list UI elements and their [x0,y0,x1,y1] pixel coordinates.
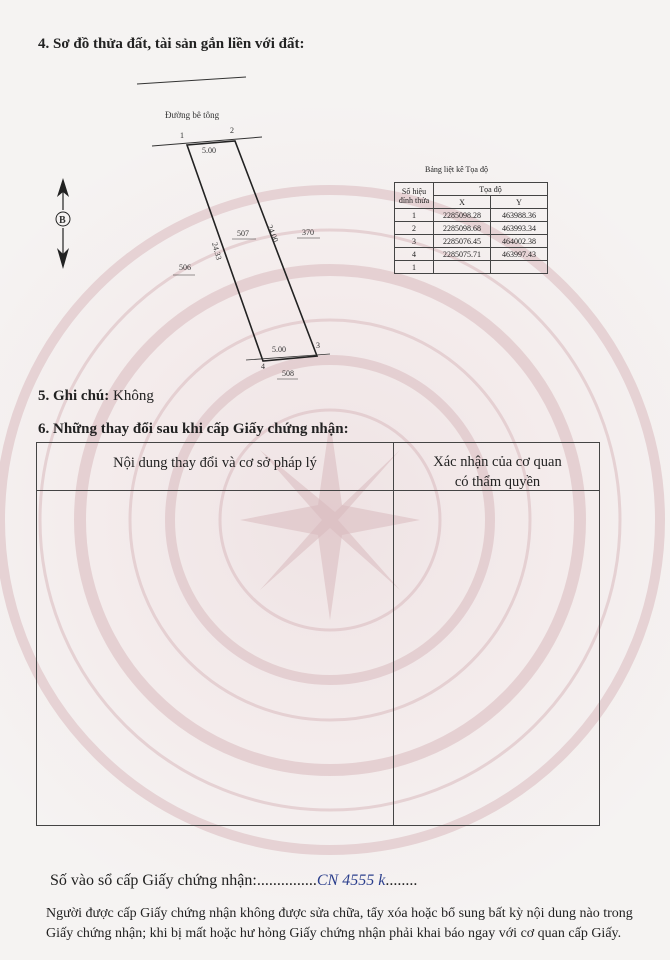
table-row: 2 2285098.68 463993.34 [395,222,548,235]
coord-table-caption: Bảng liệt kê Tọa độ [425,165,488,174]
edge-right-length: 24.00 [265,223,281,244]
table-row: 1 2285098.28 463988.36 [395,209,548,222]
road-edge [152,137,262,146]
changes-table [36,442,600,826]
north-label: B [59,215,66,226]
edge-left-length: 24.33 [210,241,224,261]
neighbor-508: 508 [282,369,294,378]
vertex-1-label: 1 [180,131,184,140]
col-coord-header: Tọa độ [434,183,548,196]
registration-number: CN 4555 k [316,872,386,889]
north-arrow-icon [56,178,70,269]
vertex-4-label: 4 [261,362,265,371]
road-label: Đường bê tông [165,110,220,120]
registration-label: Số vào sổ cấp Giấy chứng nhận: [50,872,257,889]
col-point-header: Số hiệu đỉnh thửa [395,183,434,209]
section-4-title: 4. Sơ đồ thửa đất, tài sản gắn liền với đất: [38,36,305,52]
changes-content-header: Nội dung thay đổi và cơ sở pháp lý [113,455,317,471]
section-5-note [38,388,154,405]
section-5-value: Không [113,388,154,404]
neighbor-506: 506 [179,263,191,272]
registration-number-line: Số vào sổ cấp Giấy chứng nhận:...............CN 4555 k........ [50,872,418,889]
neighbor-507: 507 [237,229,249,238]
edge-bottom-length: 5.00 [272,345,286,354]
table-row: 1 [395,261,548,274]
road-line [137,77,246,84]
coordinate-table [394,182,548,274]
table-row: 3 2285076.45 464002.38 [395,235,548,248]
parcel-sketch [0,0,670,420]
vertex-2-label: 2 [230,126,234,135]
vertex-3-label: 3 [316,341,320,350]
parcel-boundary [187,141,317,361]
neighbor-370: 370 [302,228,314,237]
authority-confirmation-header: Xác nhận của cơ quan có thẩm quyền [433,454,562,490]
legal-notice: Người được cấp Giấy chứng nhận không được sửa chữa, tẩy xóa hoặc bổ sung bất kỳ nội dung nào trong Giấy chứng nhận; khi bị mất hoặc hư hỏng Giấy chứng nhận phải khai báo ngay với cơ quan cấp Giấy. [46,906,633,941]
section-5-title: 5. Ghi chú: [38,388,110,404]
table-row: 4 2285075.71 463997.43 [395,248,548,261]
section-6-title: 6. Những thay đổi sau khi cấp Giấy chứng nhận: [38,421,349,437]
col-y-header: Y [491,196,548,209]
col-x-header: X [434,196,491,209]
edge-top-length: 5.00 [202,146,216,155]
